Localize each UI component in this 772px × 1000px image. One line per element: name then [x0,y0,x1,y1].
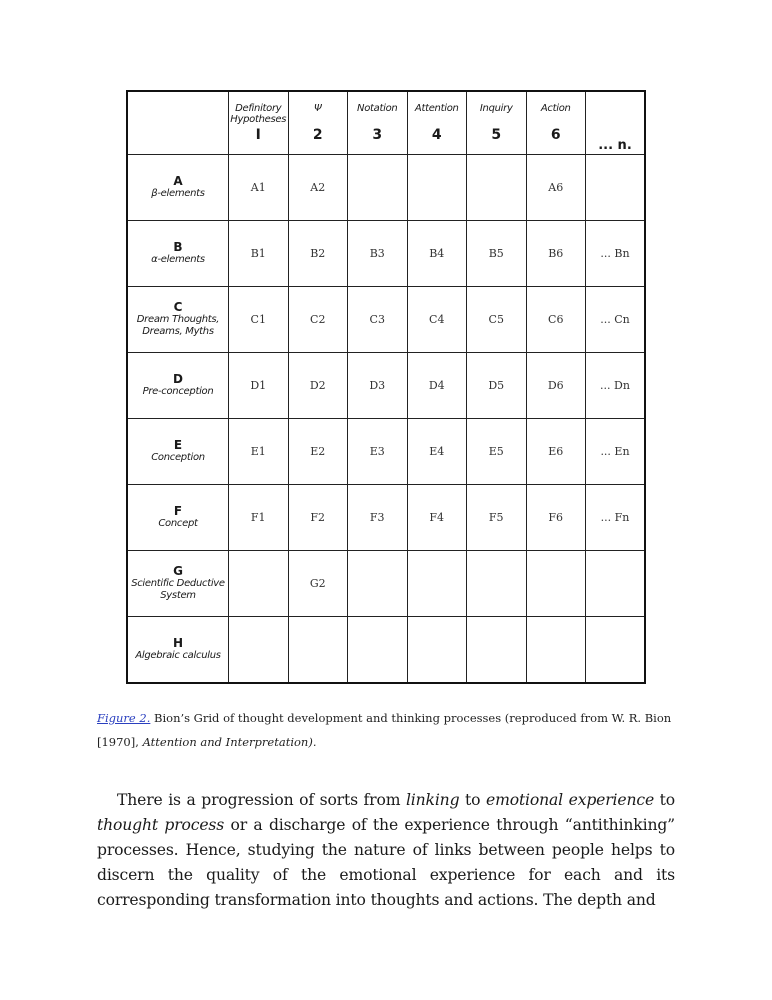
row-name: β-elements [151,188,205,200]
column-number: 4 [431,127,442,143]
grid-cell: D5 [467,353,527,419]
grid-cell [526,551,586,617]
row-letter: G [173,564,183,579]
column-name: Action [540,103,571,114]
row-name: Dream Thoughts, Dreams, Myths [136,314,220,338]
body-italic: linking [405,790,460,809]
grid-row [127,221,645,287]
row-name: Conception [151,452,205,464]
row-name: Scientific Deductive System [131,578,225,602]
figure-link[interactable]: Figure 2. [97,711,151,725]
grid-cell: A1 [229,155,289,221]
grid-cell: B1 [229,221,289,287]
body-paragraph [97,788,675,913]
grid-row-header [127,617,229,683]
grid-cell [467,617,527,683]
row-letter: C [173,300,183,315]
grid-row [127,353,645,419]
row-letter: E [173,438,183,453]
grid-cell: C2 [288,287,348,353]
grid-cell: C4 [407,287,467,353]
row-name: Algebraic calculus [135,650,221,662]
grid-cell: G2 [288,551,348,617]
grid-cell: ... Fn [586,485,646,551]
grid-cell: F5 [467,485,527,551]
column-number: 6 [550,127,561,143]
grid-cell: B2 [288,221,348,287]
grid-cell [586,617,646,683]
grid-cell: F4 [407,485,467,551]
caption-source-title: Attention and Interpretation). [142,735,317,749]
grid-cell: F1 [229,485,289,551]
row-letter: D [173,372,183,387]
grid-cell [288,617,348,683]
grid-column-header [526,91,586,155]
row-letter: B [173,240,183,255]
grid-cell: E1 [229,419,289,485]
grid-row [127,155,645,221]
grid-cell [348,155,408,221]
grid-cell: C3 [348,287,408,353]
row-name: α-elements [151,254,205,266]
column-number: 2 [312,127,323,143]
grid-cell: F3 [348,485,408,551]
grid-cell: E6 [526,419,586,485]
grid-cell: B5 [467,221,527,287]
grid-cell: D4 [407,353,467,419]
grid-cell [229,617,289,683]
grid-column-header [229,91,289,155]
grid-cell: C1 [229,287,289,353]
grid-cell: ... En [586,419,646,485]
grid-row [127,617,645,683]
body-text: to [654,790,675,809]
grid-cell: B3 [348,221,408,287]
column-name: Notation [357,103,398,114]
grid-cell [229,551,289,617]
grid-cell: D1 [229,353,289,419]
grid-body [127,155,645,684]
grid-cell [467,155,527,221]
grid-row-header [127,551,229,617]
grid-cell [407,155,467,221]
grid-cell: E2 [288,419,348,485]
grid-cell: C6 [526,287,586,353]
column-n-label: ... n. [598,137,632,153]
grid-cell [586,155,646,221]
grid-cell: F2 [288,485,348,551]
row-letter: H [172,636,184,651]
column-number: 3 [372,127,383,143]
grid-cell: ... Dn [586,353,646,419]
grid-cell [467,551,527,617]
column-number: 5 [491,127,502,143]
body-text: There is a progression of sorts from [117,790,406,809]
row-name: Pre-conception [142,386,214,398]
grid-row-header [127,221,229,287]
grid-cell [586,551,646,617]
grid-cell: ... Cn [586,287,646,353]
grid-row [127,287,645,353]
row-name: Concept [158,518,198,530]
grid-row [127,419,645,485]
grid-cell: D2 [288,353,348,419]
grid-cell: ... Bn [586,221,646,287]
grid-cell: E5 [467,419,527,485]
grid-cell [348,551,408,617]
column-name: Ψ [313,103,322,114]
grid-cell [407,617,467,683]
grid-column-header [407,91,467,155]
grid-column-header [467,91,527,155]
grid-header-row [127,91,645,155]
grid-cell [407,551,467,617]
grid-cell: A2 [288,155,348,221]
row-letter: F [173,504,183,519]
grid-row [127,551,645,617]
grid-column-header-n [586,91,646,155]
body-italic: emotional experience [485,790,655,809]
column-name: Attention [414,103,459,114]
grid-cell: A6 [526,155,586,221]
column-number: I [255,127,261,143]
body-italic: thought process [97,815,225,834]
grid-cell: B6 [526,221,586,287]
bion-grid-figure [126,90,646,684]
grid-column-header [348,91,408,155]
column-name: Definitory Hypotheses [230,103,287,125]
grid-row-header [127,353,229,419]
grid-cell: B4 [407,221,467,287]
caption-text: Bion’s Grid of thought development and thinking processes (reproduced from W. R. Bion [1970], [97,711,672,749]
figure-caption [97,706,677,754]
grid-row-header [127,485,229,551]
grid-row-header [127,419,229,485]
bion-grid-table [126,90,646,684]
grid-corner-cell [127,91,229,155]
column-name: Inquiry [479,103,513,114]
grid-cell [526,617,586,683]
grid-row-header [127,155,229,221]
grid-column-header [288,91,348,155]
body-text: or a discharge of the experience through “antithinking” processes. Hence, studying the nature of links between people helps to discern the quality of the emotional experience for each and its corresponding transformation into thoughts and actions. The depth and [97,815,675,909]
body-text: to [459,790,486,809]
grid-cell: D3 [348,353,408,419]
grid-cell: E4 [407,419,467,485]
grid-cell: C5 [467,287,527,353]
grid-row-header [127,287,229,353]
grid-cell: D6 [526,353,586,419]
grid-row [127,485,645,551]
grid-cell: F6 [526,485,586,551]
grid-cell [348,617,408,683]
grid-cell: E3 [348,419,408,485]
row-letter: A [173,174,183,189]
